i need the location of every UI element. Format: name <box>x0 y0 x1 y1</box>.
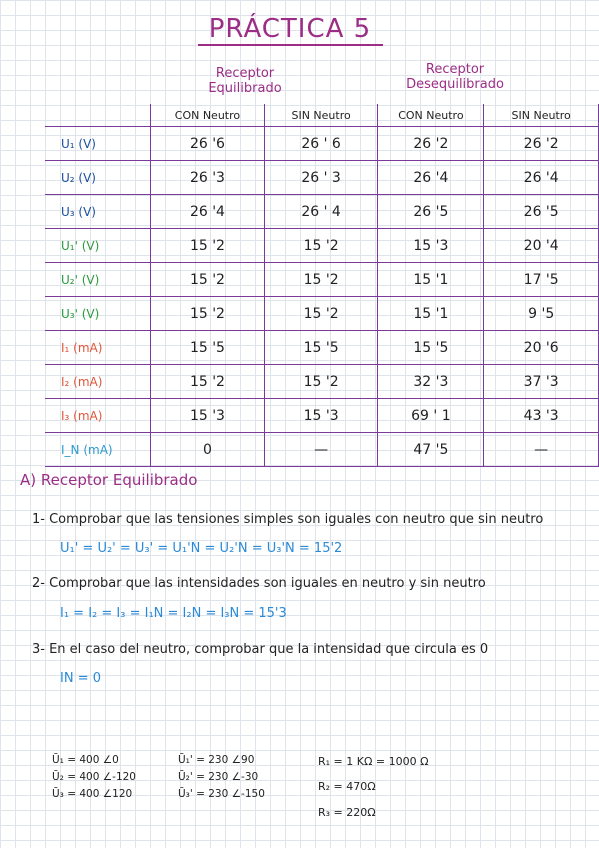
table-cell: 32 '3 <box>378 365 484 399</box>
equation-1: U₁' = U₂' = U₃' = U₁'N = U₂'N = U₃'N = 15'2 <box>60 541 343 556</box>
row-label: U₃ (V) <box>45 195 151 229</box>
table-cell: 20 '4 <box>484 229 599 263</box>
table-cell: 15 '3 <box>378 229 484 263</box>
row-label: U₁ (V) <box>45 127 151 161</box>
col-header: SIN Neutro <box>264 104 378 127</box>
header-corner <box>45 104 151 127</box>
table-cell: 47 '5 <box>378 433 484 467</box>
table-cell: 15 '1 <box>378 297 484 331</box>
table-cell: — <box>484 433 599 467</box>
phase-voltage: Ū₂' = 230 ∠-30 <box>178 771 259 783</box>
equation-3: IN = 0 <box>60 671 101 686</box>
header-balanced <box>190 66 300 96</box>
step-3: 3- En el caso del neutro, comprobar que la intensidad que circula es 0 <box>32 642 489 657</box>
table-row <box>45 195 599 229</box>
table-header-row <box>45 104 599 127</box>
row-label: I₃ (mA) <box>45 399 151 433</box>
table-cell: 15 '2 <box>264 263 378 297</box>
table-cell: 15 '2 <box>264 297 378 331</box>
table-cell: 26 '5 <box>484 195 599 229</box>
table-row <box>45 297 599 331</box>
section-heading: A) Receptor Equilibrado <box>20 471 198 489</box>
table-cell: 15 '5 <box>151 331 265 365</box>
table-cell: 0 <box>151 433 265 467</box>
table-cell: 15 '3 <box>264 399 378 433</box>
step-2: 2- Comprobar que las intensidades son iguales en neutro y sin neutro <box>32 576 486 591</box>
table-row <box>45 331 599 365</box>
step-1: 1- Comprobar que las tensiones simples son iguales con neutro que sin neutro <box>32 512 544 527</box>
row-label: I_N (mA) <box>45 433 151 467</box>
table-cell: 26 '2 <box>484 127 599 161</box>
table-cell: 26 '4 <box>151 195 265 229</box>
phase-voltage: Ū₃' = 230 ∠-150 <box>178 788 265 800</box>
measurement-table <box>45 104 599 467</box>
table-cell: 15 '2 <box>151 229 265 263</box>
table-row <box>45 433 599 467</box>
line-voltage: Ū₃ = 400 ∠120 <box>52 788 133 800</box>
row-label: U₃' (V) <box>45 297 151 331</box>
table-cell: 26 '3 <box>151 161 265 195</box>
resistance: R₃ = 220Ω <box>318 806 376 819</box>
table-cell: 26 '2 <box>378 127 484 161</box>
row-label: I₁ (mA) <box>45 331 151 365</box>
table-cell: 15 '2 <box>151 365 265 399</box>
row-label: U₁' (V) <box>45 229 151 263</box>
table-cell: 15 '2 <box>151 297 265 331</box>
header-unbalanced <box>385 62 525 92</box>
resistance: R₂ = 470Ω <box>318 780 376 793</box>
table-cell: 15 '1 <box>378 263 484 297</box>
table-cell: 15 '5 <box>378 331 484 365</box>
table-row <box>45 161 599 195</box>
table-cell: — <box>264 433 378 467</box>
row-label: I₂ (mA) <box>45 365 151 399</box>
table-cell: 9 '5 <box>484 297 599 331</box>
page-title: PRÁCTICA 5 <box>208 14 372 44</box>
row-label: U₂ (V) <box>45 161 151 195</box>
header-balanced-text: Receptor Equilibrado <box>208 66 282 96</box>
header-unbalanced-text: Receptor Desequilibrado <box>406 62 504 92</box>
table-cell: 26 ' 3 <box>264 161 378 195</box>
equation-2: I₁ = I₂ = I₃ = I₁N = I₂N = I₃N = 15'3 <box>60 606 287 621</box>
col-header: SIN Neutro <box>484 104 599 127</box>
row-label: U₂' (V) <box>45 263 151 297</box>
line-voltage: Ū₁ = 400 ∠0 <box>52 754 119 766</box>
table-cell: 26 ' 6 <box>264 127 378 161</box>
table-cell: 20 '6 <box>484 331 599 365</box>
col-header: CON Neutro <box>378 104 484 127</box>
resistance: R₁ = 1 KΩ = 1000 Ω <box>318 755 429 768</box>
col-header: CON Neutro <box>151 104 265 127</box>
table-cell: 15 '2 <box>264 229 378 263</box>
table-cell: 26 ' 4 <box>264 195 378 229</box>
table-cell: 26 '4 <box>484 161 599 195</box>
phase-voltage: Ū₁' = 230 ∠90 <box>178 754 255 766</box>
table-cell: 43 '3 <box>484 399 599 433</box>
table-row <box>45 263 599 297</box>
table-cell: 37 '3 <box>484 365 599 399</box>
table-cell: 15 '3 <box>151 399 265 433</box>
table-cell: 15 '5 <box>264 331 378 365</box>
table-cell: 26 '6 <box>151 127 265 161</box>
table-cell: 26 '5 <box>378 195 484 229</box>
table-row <box>45 399 599 433</box>
table-row <box>45 127 599 161</box>
line-voltage: Ū₂ = 400 ∠-120 <box>52 771 136 783</box>
table-cell: 17 '5 <box>484 263 599 297</box>
table-cell: 15 '2 <box>151 263 265 297</box>
table-cell: 15 '2 <box>264 365 378 399</box>
table-row <box>45 365 599 399</box>
title-underline <box>198 44 383 46</box>
table-row <box>45 229 599 263</box>
table-cell: 69 ' 1 <box>378 399 484 433</box>
table-cell: 26 '4 <box>378 161 484 195</box>
